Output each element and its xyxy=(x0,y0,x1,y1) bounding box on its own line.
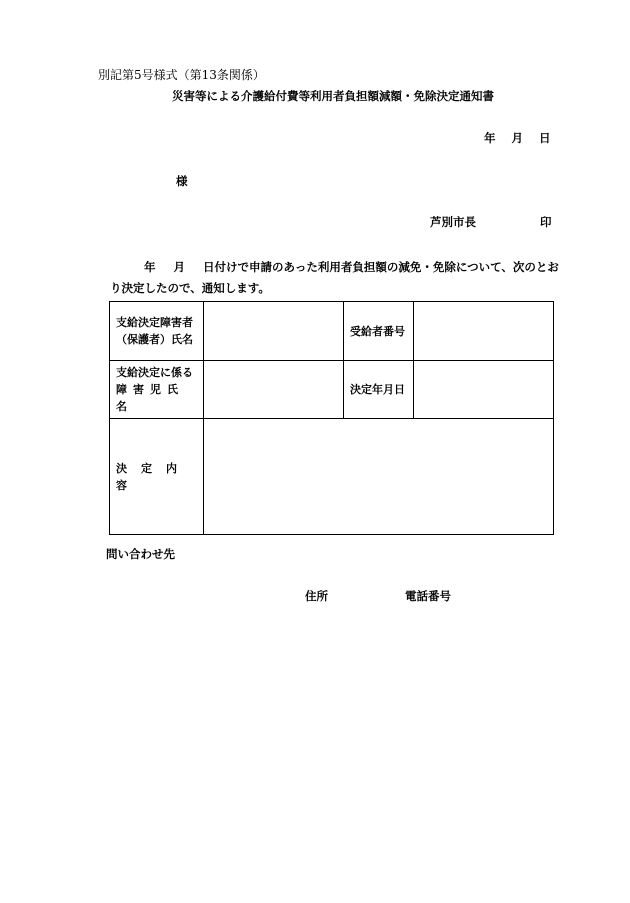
body-text: 日付けで申請のあった利用者負担額の減免・免除について、次のとおり決定したので、通知します。 xyxy=(110,260,559,295)
decision-content-cell xyxy=(204,419,554,535)
address-label: 住所 xyxy=(305,589,328,603)
child-name-label-line1: 支給決定に係る xyxy=(116,366,193,379)
addressee-honorific: 様 xyxy=(176,174,188,188)
table-row xyxy=(110,302,554,361)
date-month-label: 月 xyxy=(511,131,523,145)
notice-body xyxy=(110,257,570,299)
recipient-name-cell xyxy=(204,302,344,361)
child-name-label-line2: 障害児氏名 xyxy=(116,383,184,413)
table-row xyxy=(110,361,554,419)
recipient-number-label: 受給者番号 xyxy=(344,302,414,361)
phone-label: 電話番号 xyxy=(405,589,451,603)
decision-content-label: 決定内容 xyxy=(110,419,204,535)
recipient-number-cell xyxy=(414,302,554,361)
date-day-label: 日 xyxy=(539,131,551,145)
date-year-label: 年 xyxy=(484,131,496,145)
table-row xyxy=(110,419,554,535)
contact-heading: 問い合わせ先 xyxy=(106,547,175,561)
document-title: 災害等による介護給付費等利用者負担額減額・免除決定通知書 xyxy=(172,89,494,103)
form-reference: 別記第5号様式（第13条関係） xyxy=(98,68,265,82)
child-name-label xyxy=(110,361,204,419)
decision-date-label: 決定年月日 xyxy=(344,361,414,419)
decision-date-cell xyxy=(414,361,554,419)
body-year-label: 年 xyxy=(144,260,156,274)
decision-table xyxy=(109,301,554,535)
body-month-label: 月 xyxy=(173,260,185,274)
issue-date xyxy=(484,130,551,146)
recipient-name-label: 支給決定障害者（保護者）氏名 xyxy=(110,302,204,361)
seal-mark: 印 xyxy=(540,215,552,229)
issuer-name: 芦別市長 xyxy=(430,215,476,229)
child-name-cell xyxy=(204,361,344,419)
